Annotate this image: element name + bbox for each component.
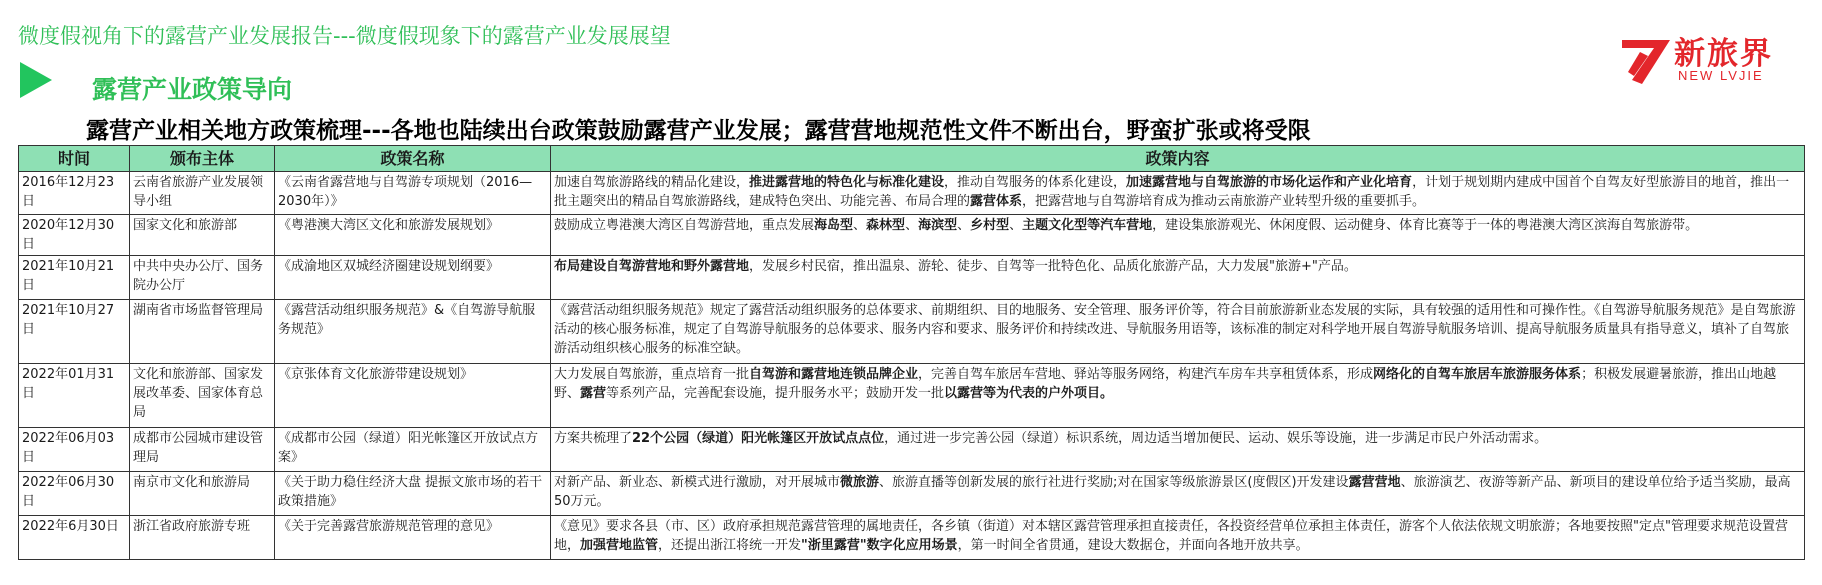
content-text: ，推动自驾服务的体系化建设，: [944, 175, 1127, 190]
logo-english-text: NEW LVJIE: [1678, 68, 1764, 83]
cell-policy-content: [551, 516, 1805, 560]
content-emphasis: 微旅游: [840, 475, 880, 490]
page-headline: 露营产业相关地方政策梳理---各地也陆续出台政策鼓励露营产业发展；露营营地规范性文件不断出台，野蛮扩张或将受限: [86, 118, 1311, 144]
cell-policy-name: 《云南省露营地与自驾游专项规划（2016—2030年）》: [275, 172, 551, 215]
header-issuer: 颁布主体: [130, 146, 275, 172]
content-emphasis: 森林型: [866, 218, 906, 233]
cell-issuer: 云南省旅游产业发展领导小组: [130, 172, 275, 215]
table-row: [19, 472, 1805, 516]
content-text: ，发展乡村民宿，推出温泉、游轮、徒步、自驾等一批特色化、品质化旅游产品，大力发展"旅游+"产品。: [749, 259, 1357, 274]
content-text: 方案共梳理了: [554, 431, 633, 446]
cell-policy-content: [551, 172, 1805, 215]
logo-mark-icon: [1618, 26, 1674, 86]
policy-table: [18, 145, 1805, 560]
header-date: 时间: [19, 146, 130, 172]
cell-policy-content: [551, 364, 1805, 428]
cell-policy-content: [551, 215, 1805, 256]
cell-issuer: 南京市文化和旅游局: [130, 472, 275, 516]
content-emphasis: 加强营地监管: [580, 538, 659, 553]
cell-policy-name: 《成都市公园（绿道）阳光帐篷区开放试点方案》: [275, 428, 551, 472]
table-row: [19, 516, 1805, 560]
content-text: ，通过进一步完善公园（绿道）标识系统，周边适当增加便民、运动、娱乐等设施，进一步满足市民户外活动需求。: [884, 431, 1548, 446]
content-text: 《意见》要求各县（市、区）政府承担规范露营管理的属地责任，各乡镇（街道）对本辖区露营管理承担直接责任，各投资经营单位承担主体责任，游客个人依法依规文明旅游；各地要按照"定点"管理要求规范设置营地，: [554, 519, 1788, 553]
cell-policy-name: 《关于完善露营旅游规范管理的意见》: [275, 516, 551, 560]
cell-policy-content: [551, 256, 1805, 300]
content-text: 、: [905, 218, 919, 233]
cell-policy-name: 《关于助力稳住经济大盘 提振文旅市场的若干政策措施》: [275, 472, 551, 516]
content-emphasis: 22个公园（绿道）阳光帐篷区开放试点点位: [632, 431, 885, 446]
table-row: [19, 428, 1805, 472]
table-row: [19, 256, 1805, 300]
play-triangle-icon: [20, 62, 52, 98]
content-text: 《露营活动组织服务规范》规定了露营活动组织服务的总体要求、前期组织、目的地服务、安全管理、服务评价等，符合目前旅游新业态发展的实际，具有较强的适用性和可操作性。《自驾游导航服务规范》是自驾旅游活动的核心服务标准，规定了自驾游导航服务的总体要求、服务内容和要求、服务评价和持续改进、导航服务用语等，该标准的制定对科学地开展自驾游导航服务培训、提高导航服务质量具有指导意义，填补了自驾旅游活动组织核心服务的标准空缺。: [554, 303, 1796, 356]
cell-date: 2021年10月21日: [19, 256, 130, 300]
content-text: 、旅游演艺、夜游等新产品、新项目的建设单位给予适当奖励，最高50万元。: [554, 475, 1791, 509]
cell-policy-content: [551, 472, 1805, 516]
content-emphasis: 露营: [580, 386, 607, 401]
cell-policy-name: 《成渝地区双城经济圈建设规划纲要》: [275, 256, 551, 300]
content-text: 加速自驾旅游路线的精品化建设，: [554, 175, 750, 190]
content-text: 对新产品、新业态、新模式进行激励，对开展城市: [554, 475, 841, 490]
content-emphasis: 网络化的自驾车旅居车旅游服务体系: [1373, 367, 1582, 382]
content-emphasis: 以露营等为代表的户外项目。: [944, 386, 1114, 401]
content-text: ，还提出浙江将统一开发: [658, 538, 802, 553]
content-text: 、旅游直播等创新发展的旅行社进行奖励;对在国家等级旅游景区(度假区)开发建设: [879, 475, 1349, 490]
cell-date: 2016年12月23日: [19, 172, 130, 215]
section-title: 露营产业政策导向: [92, 75, 293, 104]
content-text: ，完善自驾车旅居车营地、驿站等服务网络，构建汽车房车共享租赁体系，形成: [918, 367, 1374, 382]
content-text: 、: [957, 218, 971, 233]
header-policy-name: 政策名称: [275, 146, 551, 172]
cell-policy-name: 《京张体育文化旅游带建设规划》: [275, 364, 551, 428]
content-emphasis: 露营营地: [1348, 475, 1401, 490]
cell-date: 2020年12月30日: [19, 215, 130, 256]
content-text: ，建设集旅游观光、休闲度假、运动健身、体育比赛等于一体的粤港澳大湾区滨海自驾旅游带。: [1152, 218, 1699, 233]
table-row: [19, 300, 1805, 364]
cell-issuer: 成都市公园城市建设管理局: [130, 428, 275, 472]
cell-date: 2022年6月30日: [19, 516, 130, 560]
cell-policy-content: [551, 300, 1805, 364]
cell-issuer: 中共中央办公厅、国务院办公厅: [130, 256, 275, 300]
content-text: ，计划于规划期内建成中国首个自驾友好型旅游目的地首，推出一批主题突出的精品自驾旅游路线，建成特色突出、功能完善、布局合理的: [554, 175, 1790, 209]
cell-date: 2022年06月03日: [19, 428, 130, 472]
cell-policy-content: [551, 428, 1805, 472]
content-emphasis: "浙里露营"数字化应用场景: [801, 538, 958, 553]
report-title: 微度假视角下的露营产业发展报告---微度假现象下的露营产业发展展望: [18, 24, 671, 48]
table-row: [19, 215, 1805, 256]
content-emphasis: 主题文化型等汽车营地: [1022, 218, 1153, 233]
content-emphasis: 推进露营地的特色化与标准化建设: [749, 175, 945, 190]
content-emphasis: 海岛型: [814, 218, 854, 233]
brand-logo: [1618, 26, 1808, 90]
content-text: 、: [853, 218, 867, 233]
logo-chinese-text: 新旅界: [1674, 36, 1773, 72]
content-emphasis: 自驾游和露营地连锁品牌企业: [749, 367, 919, 382]
cell-policy-name: 《粤港澳大湾区文化和旅游发展规划》: [275, 215, 551, 256]
table-row: [19, 364, 1805, 428]
content-text: 大力发展自驾旅游，重点培育一批: [554, 367, 750, 382]
cell-date: 2022年01月31日: [19, 364, 130, 428]
cell-policy-name: 《露营活动组织服务规范》&《自驾游导航服务规范》: [275, 300, 551, 364]
cell-issuer: 文化和旅游部、国家发展改革委、国家体育总局: [130, 364, 275, 428]
content-emphasis: 乡村型: [970, 218, 1010, 233]
header-policy-content: 政策内容: [551, 146, 1805, 172]
content-text: ，第一时间全省贯通，建设大数据仓，并面向各地开放共享。: [957, 538, 1309, 553]
cell-date: 2021年10月27日: [19, 300, 130, 364]
cell-issuer: 国家文化和旅游部: [130, 215, 275, 256]
content-emphasis: 加速露营地与自驾旅游的市场化运作和产业化培育: [1126, 175, 1413, 190]
content-text: 、: [1009, 218, 1023, 233]
cell-issuer: 湖南省市场监督管理局: [130, 300, 275, 364]
content-text: ，把露营地与自驾游培育成为推动云南旅游产业转型升级的重要抓手。: [1022, 194, 1426, 209]
table-header-row: [19, 146, 1805, 172]
content-emphasis: 海滨型: [918, 218, 958, 233]
content-emphasis: 布局建设自驾游营地和野外露营地: [554, 259, 750, 274]
content-emphasis: 露营体系: [970, 194, 1023, 209]
cell-date: 2022年06月30日: [19, 472, 130, 516]
content-text: 等系列产品，完善配套设施，提升服务水平；鼓励开发一批: [606, 386, 945, 401]
content-text: ；积极发展避暑旅游，推出山地越野、: [554, 367, 1777, 401]
table-row: [19, 172, 1805, 215]
cell-issuer: 浙江省政府旅游专班: [130, 516, 275, 560]
content-text: 鼓励成立粤港澳大湾区自驾游营地，重点发展: [554, 218, 815, 233]
